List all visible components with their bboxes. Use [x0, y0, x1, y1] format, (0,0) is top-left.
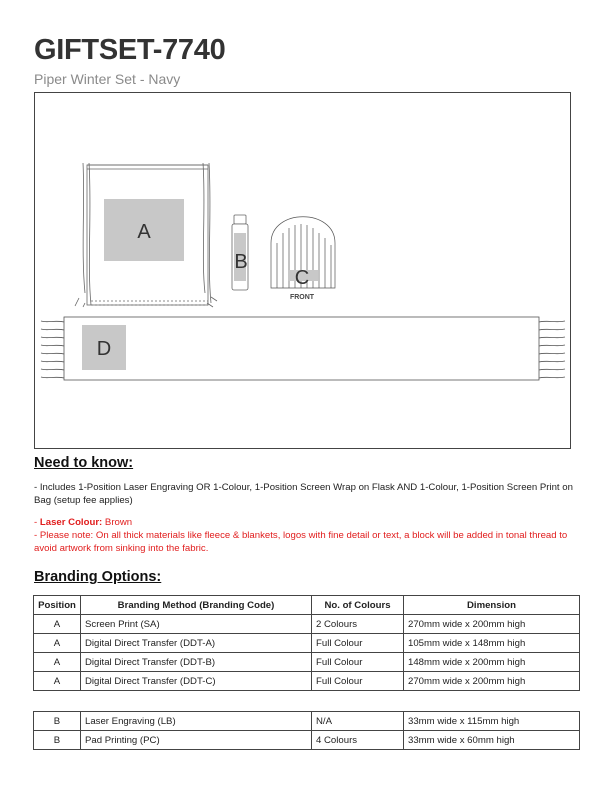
table-row — [34, 634, 580, 653]
col-position: Position — [34, 596, 81, 615]
cell-method: Digital Direct Transfer (DDT-B) — [81, 653, 312, 672]
cell-method: Pad Printing (PC) — [81, 731, 312, 750]
branding-table-b — [33, 711, 580, 750]
cell-position: A — [34, 634, 81, 653]
cell-method: Digital Direct Transfer (DDT-C) — [81, 672, 312, 691]
table-header-row — [34, 596, 580, 615]
cell-position: B — [34, 731, 81, 750]
cell-dimension: 270mm wide x 200mm high — [404, 672, 580, 691]
product-illustration — [34, 92, 571, 449]
laser-colour-line: - Laser Colour: Brown — [34, 517, 133, 528]
laser-colour-label: Laser Colour: — [39, 517, 103, 528]
cell-colours: Full Colour — [312, 653, 404, 672]
cell-dimension: 105mm wide x 148mm high — [404, 634, 580, 653]
cell-colours: Full Colour — [312, 672, 404, 691]
table-row — [34, 712, 580, 731]
cell-method: Screen Print (SA) — [81, 615, 312, 634]
front-label: FRONT — [289, 294, 315, 301]
table-row — [34, 615, 580, 634]
cell-colours: 4 Colours — [312, 731, 404, 750]
thick-material-note: - Please note: On all thick materials like fleece & blankets, logos with fine detail or text, a block will be added in tonal thread to avoid artwork from sinking into the fabric. — [34, 530, 568, 554]
cell-position: A — [34, 615, 81, 634]
product-code: GIFTSET-7740 — [34, 34, 226, 66]
need-to-know-heading: Need to know: — [34, 455, 134, 471]
table-row — [34, 731, 580, 750]
label-b: B — [234, 251, 248, 273]
cell-dimension: 33mm wide x 115mm high — [404, 712, 580, 731]
cell-position: A — [34, 672, 81, 691]
cell-colours: N/A — [312, 712, 404, 731]
includes-text: - Includes 1-Position Laser Engraving OR 1-Colour, 1-Position Screen Wrap on Flask AND 1-Colour, 1-Position Screen Print on Bag (setup fee applies) — [34, 482, 573, 506]
cell-position: A — [34, 653, 81, 672]
cell-method: Laser Engraving (LB) — [81, 712, 312, 731]
table-row — [34, 672, 580, 691]
branding-table-a — [33, 595, 580, 691]
cell-dimension: 148mm wide x 200mm high — [404, 653, 580, 672]
cell-position: B — [34, 712, 81, 731]
label-c: C — [294, 267, 310, 289]
product-line-drawing — [35, 93, 572, 450]
col-colours: No. of Colours — [312, 596, 404, 615]
cell-method: Digital Direct Transfer (DDT-A) — [81, 634, 312, 653]
col-dimension: Dimension — [404, 596, 580, 615]
cell-dimension: 33mm wide x 60mm high — [404, 731, 580, 750]
cell-dimension: 270mm wide x 200mm high — [404, 615, 580, 634]
table-row — [34, 653, 580, 672]
cell-colours: Full Colour — [312, 634, 404, 653]
cell-colours: 2 Colours — [312, 615, 404, 634]
laser-colour-value: Brown — [104, 517, 133, 528]
col-method: Branding Method (Branding Code) — [81, 596, 312, 615]
label-a: A — [137, 221, 151, 243]
label-d: D — [96, 338, 112, 360]
branding-options-heading: Branding Options: — [34, 569, 162, 585]
product-name: Piper Winter Set - Navy — [34, 71, 181, 87]
